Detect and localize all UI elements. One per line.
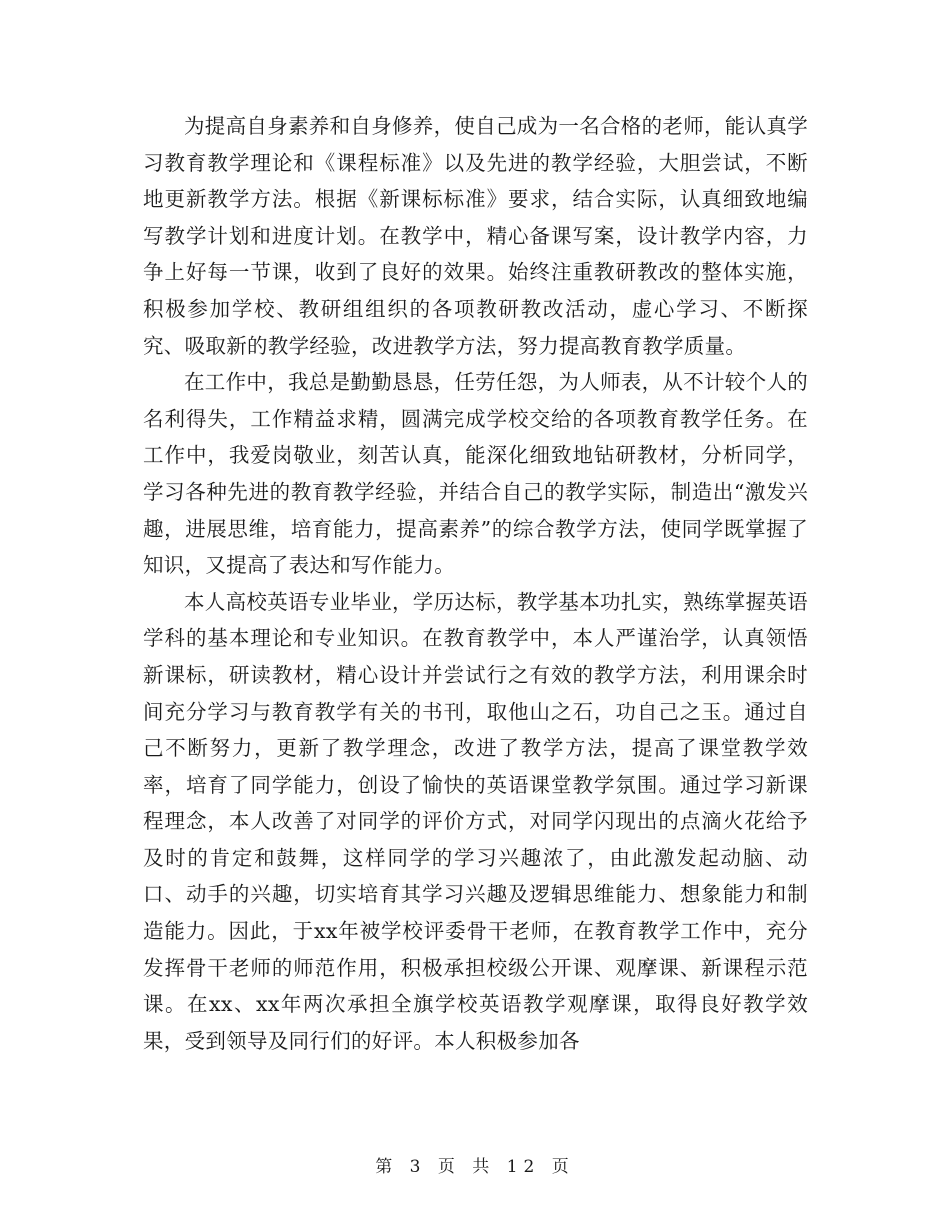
paragraph-1: 为提高自身素养和自身修养，使自己成为一名合格的老师，能认真学习教育教学理论和《课程标准》以及先进的教学经验，大胆尝试，不断地更新教学方法。根据《新课标标准》要求，结合实际，认真细致地编写教学计划和进度计划。在教学中，精心备课写案，设计教学内容，力争上好每一节课，收到了良好的效果。始终注重教研教改的整体实施，积极参加学校、教研组组织的各项教研教改活动，虚心学习、不断探究、吸取新的教学经验，改进教学方法，努力提高教育教学质量。 [143,114,808,358]
body-text [143,108,808,1059]
paragraph-2: 在工作中，我总是勤勤恳恳，任劳任怨，为人师表，从不计较个人的名利得失，工作精益求精，圆满完成学校交给的各项教育教学任务。在工作中，我爱岗敬业，刻苦认真，能深化细致地钻研教材，分析同学，学习各种先进的教育教学经验，并结合自己的教学实际，制造出“激发兴趣，进展思维，培育能力，提高素养”的综合教学方法，使同学既掌握了知识，又提高了表达和写作能力。 [143,370,808,578]
paragraph-3: 本人高校英语专业毕业，学历达标，教学基本功扎实，熟练掌握英语学科的基本理论和专业知识。在教育教学中，本人严谨治学，认真领悟新课标，研读教材，精心设计并尝试行之有效的教学方法，利用课余时间充分学习与教育教学有关的书刊，取他山之石，功自己之玉。通过自己不断努力，更新了教学理念，改进了教学方法，提高了课堂教学效率，培育了同学能力，创设了愉快的英语课堂教学氛围。通过学习新课程理念，本人改善了对同学的评价方式，对同学闪现出的点滴火花给予及时的肯定和鼓舞，这样同学的学习兴趣浓了，由此激发起动脑、动口、动手的兴趣，切实培育其学习兴趣及逻辑思维能力、想象能力和制造能力。因此，于xx年被学校评委骨干老师，在教育教学工作中，充分发挥骨干老师的师范作用，积极承担校级公开课、观摩课、新课程示范课。在xx、xx年两次承担全旗学校英语教学观摩课，取得良好教学效果，受到领导及同行们的好评。本人积极参加各 [143,589,808,1053]
page-number-footer: 第 3 页 共 12 页 [375,1157,575,1177]
